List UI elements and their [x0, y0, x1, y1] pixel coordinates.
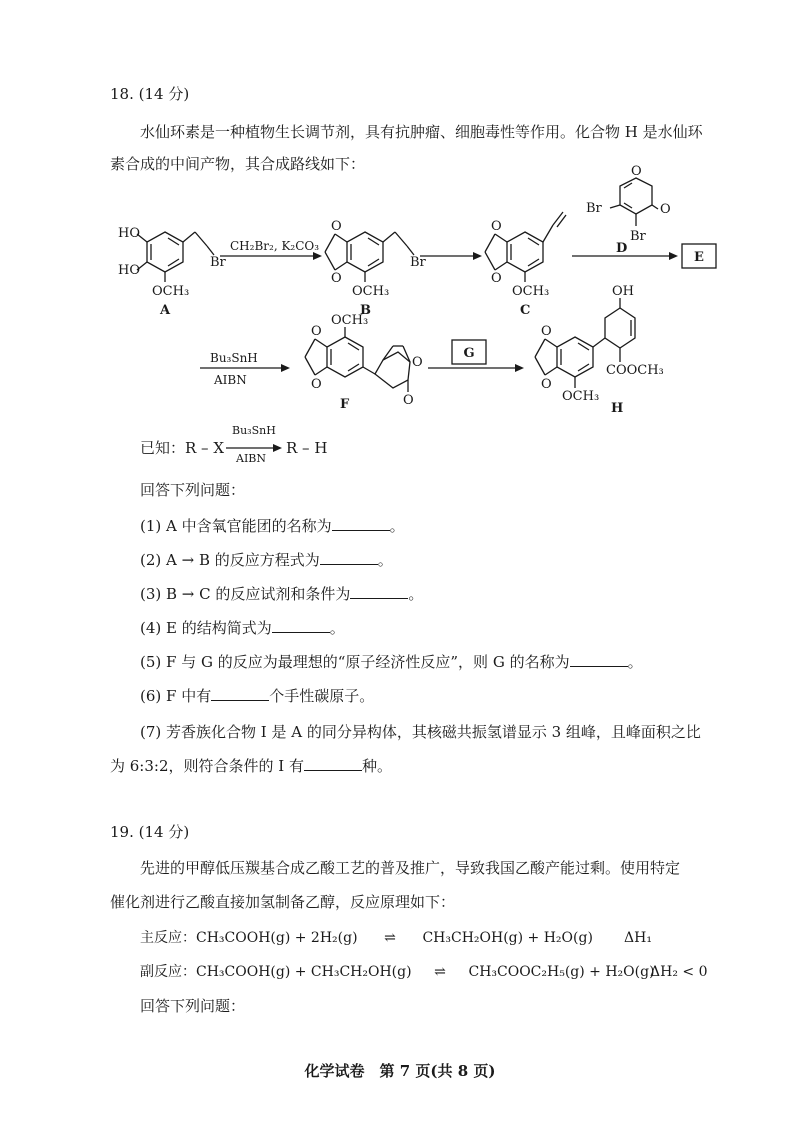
q18-sub1-end: 。: [389, 517, 405, 535]
label-f: F: [340, 397, 350, 412]
h-o-top: O: [541, 324, 552, 339]
a-br: Br: [210, 255, 226, 270]
q18-sub4-end: 。: [329, 619, 345, 637]
compound-a-ring: [147, 232, 183, 272]
compound-d-ring: [620, 178, 652, 214]
known-reaction-reagent-top: Bu₃SnH: [232, 424, 276, 437]
a-ho-bottom: HO: [118, 263, 140, 278]
q18-sub5-end: 。: [627, 653, 643, 671]
q19-main-dh: ΔH₁: [624, 930, 652, 946]
q18-sub5-text: (5) F 与 G 的反应为最理想的“原子经济性反应”，则 G 的名称为: [140, 653, 570, 671]
label-c: C: [520, 303, 531, 318]
h-och3: OCH₃: [562, 389, 600, 404]
q19-answer-intro: 回答下列问题：: [140, 997, 246, 1015]
q18-sub7-text: 为 6:3:2，则符合条件的 I 有: [110, 757, 304, 775]
answer-blank[interactable]: [272, 618, 330, 633]
main-reaction-products: CH₃CH₂OH(g) + H₂O(g): [422, 930, 593, 946]
q18-sub6-end: 个手性碳原子。: [269, 687, 375, 705]
q19-main-reaction: [140, 928, 593, 948]
answer-blank[interactable]: [570, 652, 628, 667]
b-o-bottom: O: [331, 271, 342, 286]
a-och3: OCH₃: [152, 284, 190, 299]
known-reaction-prefix: 已知：R – X: [140, 439, 225, 457]
q18-sub3: [140, 584, 423, 604]
q19-side-dh: ΔH₂ < 0: [650, 964, 708, 980]
d-br-left: Br: [586, 201, 602, 216]
q18-sub4-text: (4) E 的结构简式为: [140, 619, 272, 637]
q18-sub7-line1: (7) 芳香族化合物 I 是 A 的同分异构体，其核磁共振氢谱显示 3 组峰，且峰面积之比: [140, 723, 701, 741]
f-lactone-o: O: [412, 355, 423, 370]
equilibrium-arrow-icon: ⇌: [434, 964, 446, 980]
q18-sub2-end: 。: [377, 551, 393, 569]
compound-f-ring: [327, 337, 363, 377]
q18-sub7-line2: [110, 756, 392, 776]
label-b: B: [360, 303, 371, 318]
compound-c-ring: [507, 232, 543, 272]
q19-header: 19. (14 分): [110, 823, 190, 841]
q18-sub6: [140, 686, 374, 706]
f-och3: OCH₃: [331, 313, 369, 328]
answer-blank[interactable]: [320, 550, 378, 565]
compound-b-ring: [347, 232, 383, 272]
answer-blank[interactable]: [304, 756, 362, 771]
c-o-top: O: [491, 219, 502, 234]
main-reaction-reactants: 主反应：CH₃COOH(g) + 2H₂(g): [140, 930, 358, 946]
compound-f-bicycle: [375, 352, 410, 388]
q19-side-reaction: [140, 962, 655, 982]
box-g-label: G: [463, 346, 475, 361]
q18-sub6-text: (6) F 中有: [140, 687, 212, 705]
h-oh: OH: [612, 284, 634, 299]
answer-blank[interactable]: [332, 516, 390, 531]
f-carbonyl-o: O: [403, 393, 414, 408]
synthesis-scheme: [0, 0, 800, 420]
q18-sub5: [140, 652, 643, 672]
d-carbonyl-o: O: [660, 202, 671, 217]
q18-sub1: [140, 516, 405, 536]
page-footer: 化学试卷 第 7 页(共 8 页): [304, 1062, 496, 1080]
c-och3: OCH₃: [512, 284, 550, 299]
f-o-bottom: O: [311, 377, 322, 392]
q18-sub3-text: (3) B → C 的反应试剂和条件为: [140, 585, 351, 603]
b-o-top: O: [331, 219, 342, 234]
d-br-bottom: Br: [630, 229, 646, 244]
reagent-a-to-b: CH₂Br₂, K₂CO₃: [230, 239, 320, 253]
answer-blank[interactable]: [350, 584, 408, 599]
b-br: Br: [410, 255, 426, 270]
label-d: D: [616, 241, 628, 256]
h-cooch3: COOCH₃: [606, 363, 664, 378]
reagent-e-to-f-top: Bu₃SnH: [210, 351, 258, 365]
q18-answer-intro: 回答下列问题：: [140, 481, 246, 499]
d-ring-o: O: [631, 164, 642, 179]
label-a: A: [160, 303, 171, 318]
q19-intro-line1: 先进的甲醇低压羰基合成乙酸工艺的普及推广，导致我国乙酸产能过剩。使用特定: [140, 859, 681, 877]
answer-blank[interactable]: [211, 686, 269, 701]
side-reaction-reactants: 副反应：CH₃COOH(g) + CH₃CH₂OH(g): [140, 964, 412, 980]
c-o-bottom: O: [491, 271, 502, 286]
q18-intro-line2: 素合成的中间产物，其合成路线如下：: [110, 155, 366, 173]
q18-sub2-text: (2) A → B 的反应方程式为: [140, 551, 320, 569]
q18-sub2: [140, 550, 393, 570]
q18-header: 18. (14 分): [110, 85, 190, 103]
a-ho-top: HO: [118, 226, 140, 241]
q18-intro-line1: 水仙环素是一种植物生长调节剂，具有抗肿瘤、细胞毒性等作用。化合物 H 是水仙环: [140, 123, 703, 141]
equilibrium-arrow-icon: ⇌: [384, 930, 396, 946]
q18-sub3-end: 。: [408, 585, 424, 603]
f-o-top: O: [311, 324, 322, 339]
label-h: H: [611, 401, 624, 416]
q18-sub1-text: (1) A 中含氧官能团的名称为: [140, 517, 332, 535]
q18-sub7-end: 种。: [361, 757, 392, 775]
q19-intro-line2: 催化剂进行乙酸直接加氢制备乙醇，反应原理如下：: [110, 893, 456, 911]
known-reaction-reagent-bottom: AIBN: [236, 452, 266, 465]
q18-sub4: [140, 618, 345, 638]
side-reaction-products: CH₃COOC₂H₅(g) + H₂O(g): [468, 964, 655, 980]
compound-h-ring: [557, 337, 593, 377]
box-e-label: E: [694, 250, 704, 265]
known-reaction-suffix: R – H: [286, 439, 328, 457]
reagent-e-to-f-bottom: AIBN: [214, 373, 247, 387]
b-och3: OCH₃: [352, 284, 390, 299]
h-o-bottom: O: [541, 377, 552, 392]
